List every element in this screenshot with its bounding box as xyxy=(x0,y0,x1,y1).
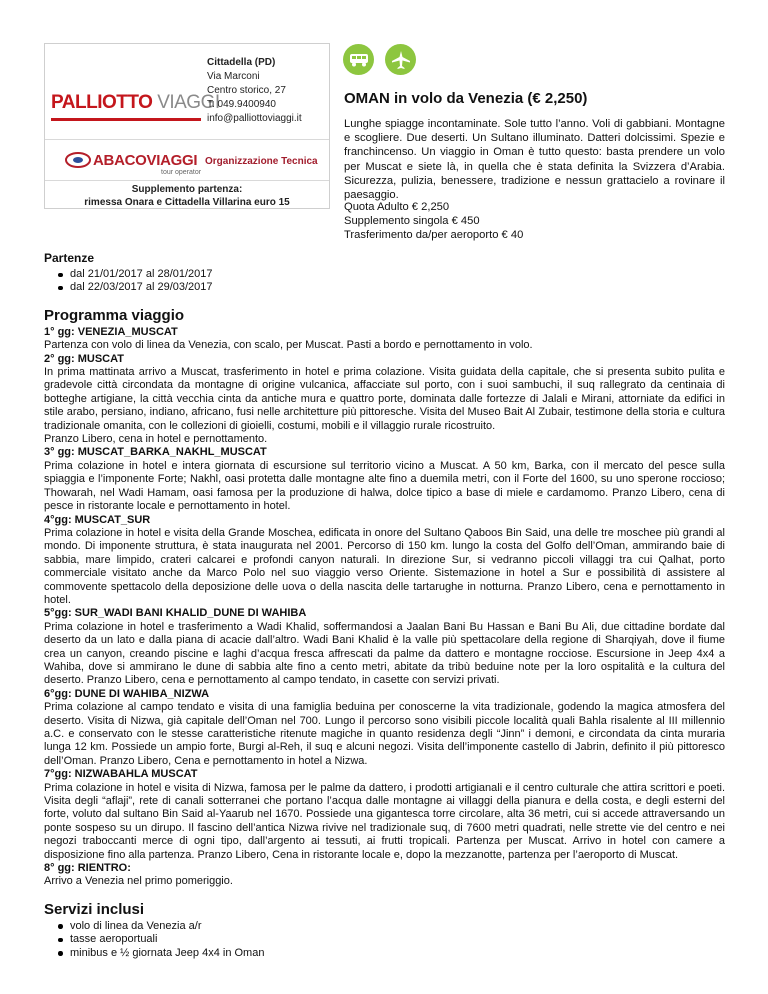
day-title: 2° gg: MUSCAT xyxy=(44,352,124,365)
list-item: dal 21/01/2017 al 28/01/2017 xyxy=(58,268,725,281)
agency-contact xyxy=(207,56,327,126)
day-title: 3° gg: MUSCAT_BARKA_NAKHL_MUSCAT xyxy=(44,446,267,459)
day-text: Prima colazione in hotel e intera giornata di escursione sul territorio vicino a Muscat. A 50 km, Barka, con il mercato del pesce sulla spiaggia e l’imponente Forte; Nakhl, oasi protetta dalle montagne alte fino a duemila metri, con il Forte del 1600, su uno sperone roccioso; Thowarah, nel Wadi Hamam, oasi famosa per la produzione di halwa, dolce tipico a base di miele e cardamomo. Pranzo Libero, cena di pesce in ristorante locale e pernottamento in hotel. xyxy=(44,459,725,513)
day-6 xyxy=(44,688,725,768)
day-3 xyxy=(44,446,725,513)
supplement-box xyxy=(45,180,329,209)
partenze-heading: Partenze xyxy=(44,251,95,265)
trip-intro: Lunghe spiagge incontaminate. Sole tutto l’anno. Voli di gabbiani. Montagne e scogliere. Due deserti. Un Sultano illuminato. Datteri dolcissimi. Spezie e franchincenso. Un viaggio in Oman è tutto questo: basta prendere un volo per Muscat e siete là, in quella che è stata definita la Svizzera d’Arabia. Sicurezza, pulizia, benessere, tradizione e nessun grattacielo a rovinare il paesaggio. xyxy=(344,118,725,202)
partenze-list xyxy=(44,268,725,295)
list-item: tasse aeroportuali xyxy=(58,933,725,946)
day-4 xyxy=(44,514,725,608)
day-text: Arrivo a Venezia nel primo pomeriggio. xyxy=(44,875,233,888)
agency-flyer xyxy=(44,43,330,209)
abaco-logo xyxy=(65,148,202,178)
price-list xyxy=(344,200,725,242)
day-extra: Pranzo Libero, cena in hotel e pernottamento. xyxy=(44,433,268,446)
servizi-heading: Servizi inclusi xyxy=(44,900,145,918)
logo-underline xyxy=(51,118,201,121)
servizi-list xyxy=(44,920,725,960)
list-item: volo di linea da Venezia a/r xyxy=(58,920,725,933)
day-title: 1° gg: VENEZIA_MUSCAT xyxy=(44,325,178,338)
day-title: 6°gg: DUNE DI WAHIBA_NIZWA xyxy=(44,687,210,700)
day-text: Partenza con volo di linea da Venezia, con scalo, per Muscat. Pasti a bordo e pernottamento in volo. xyxy=(44,339,533,352)
main-content xyxy=(44,251,725,960)
list-item: dal 22/03/2017 al 29/03/2017 xyxy=(58,281,725,294)
org-label: Organizzazione Tecnica xyxy=(205,156,318,167)
day-text: Prima colazione in hotel e trasferimento a Wadi Khalid, soffermandosi a Jaalan Bani Bu Hassan e Bani Bu Ali, due cittadine bordate dal deserto da un lato e dalla piana di acacie dall’altro. Wadi Bani Khalid è la valle più spettacolare della regione di Sharqiyah, dove il fiume crea un canyon, creando piscine e laghi d’acqua fresca affrescati da palme da dattero e montagne rocciose. Escursione in Jeep 4x4 a Wahiba, dove si ammirano le dune di sabbia alte fino a cento metri, abitate da tribù beduine note per la loro ospitalità e la cultura del deserto. Pranzo Libero, cena e pernottamento al campo tendato, in casette con servizi privati. xyxy=(44,620,725,687)
day-title: 5°gg: SUR_WADI BANI KHALID_DUNE DI WAHIBA xyxy=(44,607,307,620)
programma-heading: Programma viaggio xyxy=(44,306,185,324)
day-title: 4°gg: MUSCAT_SUR xyxy=(44,513,151,526)
price-single: Supplemento singola € 450 xyxy=(344,215,480,227)
supplement-line-1: Supplemento partenza: xyxy=(131,184,243,195)
abaco-subtitle: tour operator xyxy=(161,169,202,176)
plane-icon xyxy=(385,44,416,75)
contact-street: Via Marconi xyxy=(207,71,260,82)
price-adult: Quota Adulto € 2,250 xyxy=(344,201,450,213)
contact-city: Cittadella (PD) xyxy=(207,57,276,68)
day-7 xyxy=(44,768,725,862)
contact-email: info@palliottoviaggi.it xyxy=(207,113,302,124)
day-title: 8° gg: RIENTRO: xyxy=(44,862,131,875)
flyer-divider xyxy=(45,139,329,140)
day-title: 7°gg: NIZWABAHLA MUSCAT xyxy=(44,768,198,781)
contact-phone: T. 049.9400940 xyxy=(207,99,276,110)
day-text: Prima colazione in hotel e visita della Grande Moschea, edificata in onore del Sultano Qaboos Bin Said, una delle tre moschee più grandi al mondo. Di imponente struttura, è stata inaugurata nel 2001. Percorso di 150 km. lungo la costa del Golfo dell’Oman, ammirando baie di sabbia, mare limpido, crateri calcarei e profondi canyon naturali. In direzione Sur, si vedranno piccoli villaggi tra cui Qalhat, porto commerciale visitato anche da Marco Polo nel suo viaggio verso Oriente. Sistemazione in hotel a Sur e possibilità di assistere al commovente spettacolo della deposizione delle uova o della nascita delle tartarughe in notturna. Pranzo Libero, cena e pernottamento in hotel. xyxy=(44,526,725,606)
day-8 xyxy=(44,862,725,889)
list-item: minibus e ½ giornata Jeep 4x4 in Oman xyxy=(58,947,725,960)
abaco-wordmark: ABACOVIAGGI xyxy=(93,152,198,169)
day-2 xyxy=(44,353,725,447)
bus-icon xyxy=(343,44,374,75)
palliotto-logo: PALLIOTTO VIAGGI xyxy=(51,92,220,113)
day-5 xyxy=(44,607,725,687)
trip-title: OMAN in volo da Venezia (€ 2,250) xyxy=(344,90,588,107)
transport-icons xyxy=(343,44,423,76)
contact-centre: Centro storico, 27 xyxy=(207,85,286,96)
day-text: Prima colazione in hotel e visita di Nizwa, famosa per le palme da dattero, i prodotti artigianali e il centro culturale che attira scrittori e poeti. Visita degli “aflaji”, rete di canali sotterranei che portano l’acqua dalle montagne ai villaggi della pianura e della costa, e degli esterni del forte, voluto dal sultano Bin Said al-Yaarub nel 1670. Possiede una gigantesca torre circolare, alta 36 metri, cui si accede attraversando un ponte sospeso su un dirupo. Il fascino dell’antica Nizwa rivive nel tradizionale suq, di 7600 metri quadrati, nelle strette vie del centro e nei negozi traboccanti merce di ogni tipo, dall’argento ai tessuti, ai frutti tropicali. Partenza per Muscat. Arrivo in hotel con camere a disposizione fino alla partenza. Pranzo Libero, Cena in ristorante locale e, dopo la mezzanotte, partenza per l’aeroporto di Muscat. xyxy=(44,781,725,861)
day-text: In prima mattinata arrivo a Muscat, trasferimento in hotel e prima colazione. Visita guidata della capitale, che si presenta subito pulita e gradevole città circondata da montagne di origine vulcanica, affacciate sul porto, con i suoi sambuchi, il suq rallegrato da centinaia di botteghe artigiane, la città vecchia cinta da antiche mura e quattro porte, dominata dalle fortezze di Jalali e Mirani, attorniate da edifici in stile arabo, persiano, indiano, africano, fusi nelle architetture più pittoresche. Visita del Museo Bait Al Zubair, testimone della storia e cultura tradizionale omanita, con le collezioni di gioielli, costumi, mobili e il villaggio rurale ricostruito. xyxy=(44,366,725,432)
day-text: Prima colazione al campo tendato e visita di una famiglia beduina per conoscerne la vita tradizionale, godendo la magica atmosfera del deserto. Visita di Nizwa, già capitale dell’Oman nel 700. Lungo il percorso sono visibili piccole località quali Bahla risalente al III millennio a.C. e conservato con le stesse caratteristiche ritenute magiche in quanto residenza degli “Jinn” i demoni, e circondata da cinta muraria lunga 12 km. Possiede un ampio forte, Burgi al-Reh, il suq e alcuni negozi. Visita dell’imponente castello di Jabrin, definito il più pittoresco dell’Oman. Pranzo Libero, Cena e pernottamento in hotel a Nizwa. xyxy=(44,701,725,767)
day-1 xyxy=(44,326,725,353)
supplement-line-2: rimessa Onara e Cittadella Villarina euro 15 xyxy=(84,197,290,208)
abaco-mark-icon xyxy=(65,150,91,170)
price-transfer: Trasferimento da/per aeroporto € 40 xyxy=(344,229,524,241)
